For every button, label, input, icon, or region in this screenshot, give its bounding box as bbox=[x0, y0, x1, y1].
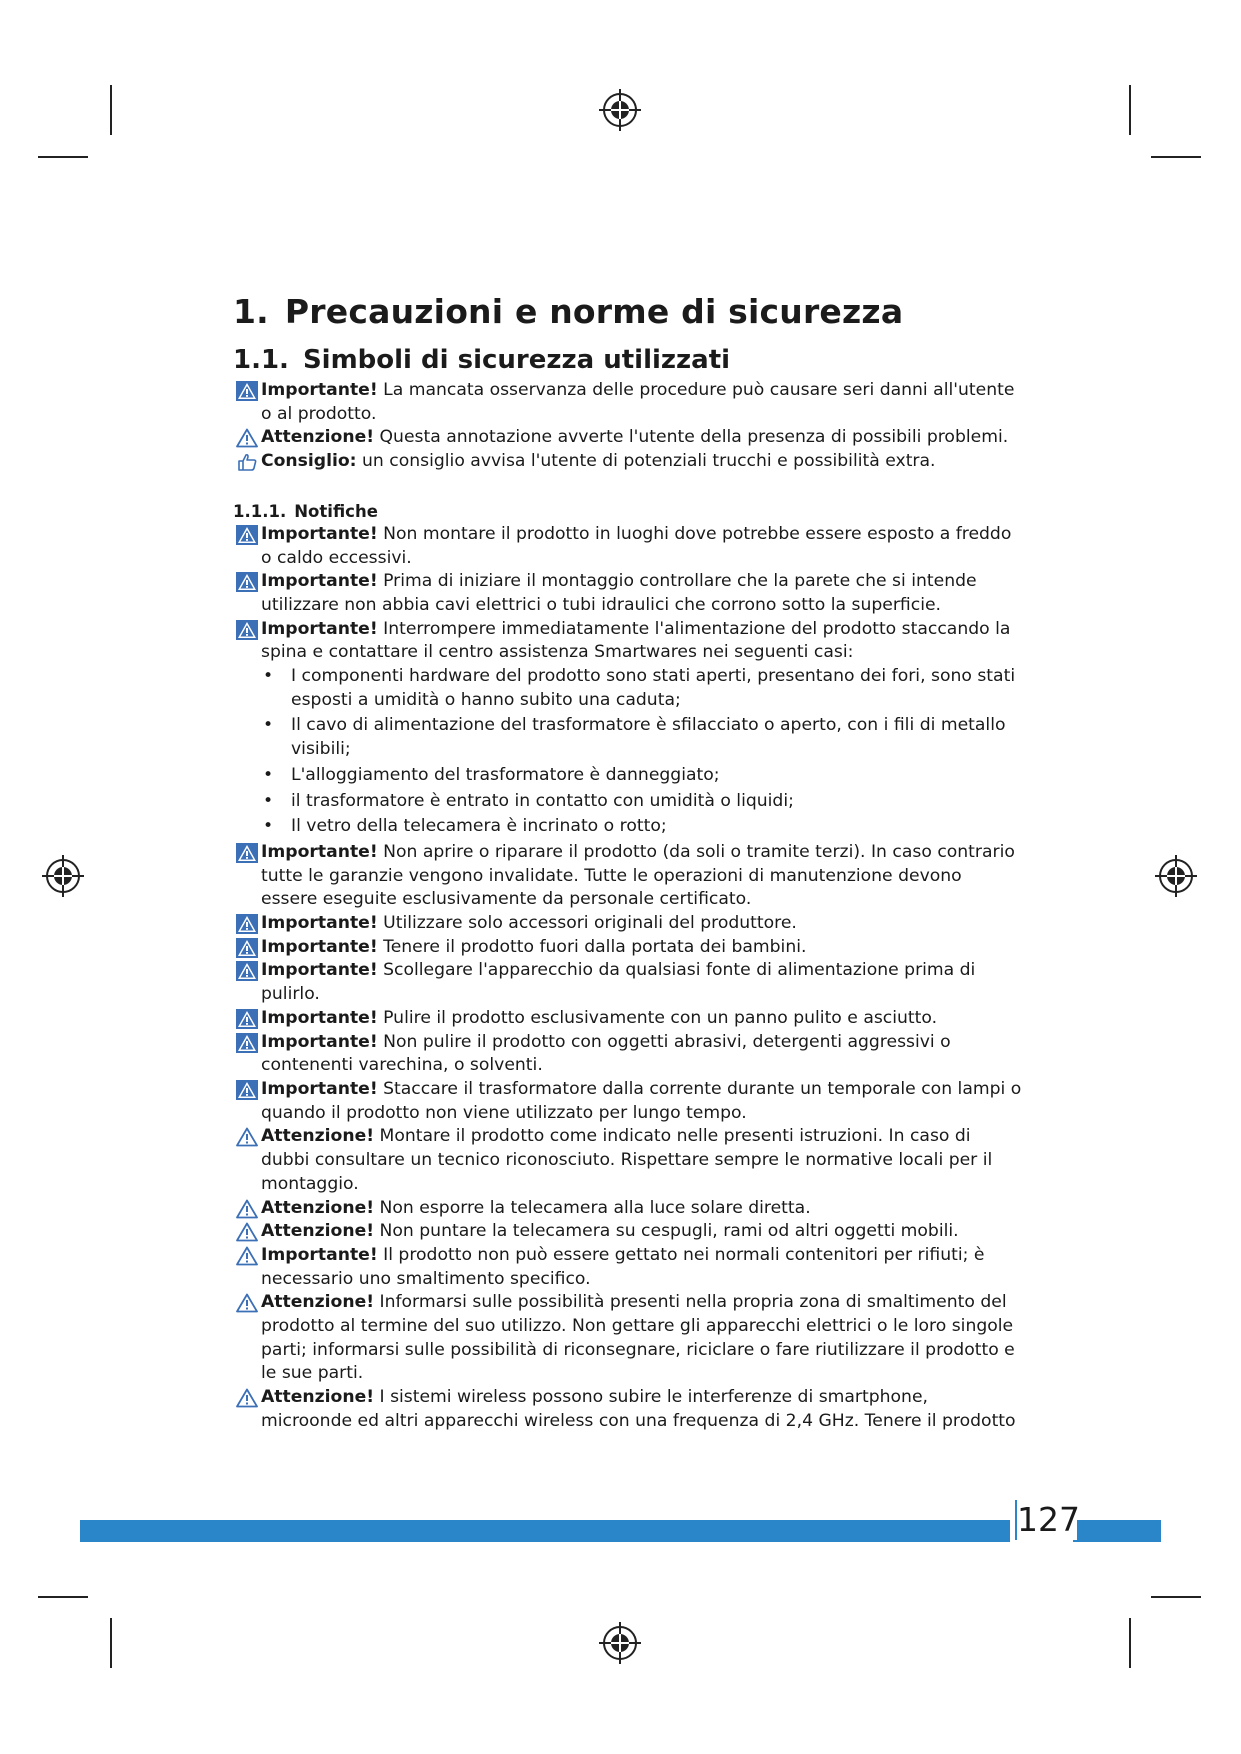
warning-triangle-icon bbox=[236, 1199, 258, 1219]
list-item: • Il cavo di alimentazione del trasformatore è sfilacciato o aperto, con i fili di metallo visibili; bbox=[263, 715, 1006, 760]
notice-important bbox=[233, 523, 1023, 570]
notice-text: Non montare il prodotto in luoghi dove potrebbe essere esposto a freddo o caldo eccessivi. bbox=[261, 523, 1012, 568]
warning-triangle-icon bbox=[236, 1127, 258, 1147]
crop-mark bbox=[38, 1596, 88, 1598]
list-item: • Il vetro della telecamera è incrinato o rotto; bbox=[263, 816, 667, 837]
notice-label: Importante! bbox=[261, 523, 378, 544]
thumbs-up-icon bbox=[236, 452, 258, 472]
important-warning-icon bbox=[236, 381, 258, 401]
registration-mark-icon bbox=[599, 1622, 641, 1664]
notice-text: Informarsi sulle possibilità presenti nella propria zona di smaltimento del prodotto al termine del suo utilizzo. Non gettare gli apparecchi elettrici o le loro singole parti; informarsi sulle possibilità di riconsegnare, riciclare o fare riutilizzare il prodotto e le sue parti. bbox=[261, 1292, 1015, 1384]
notice-text: Utilizzare solo accessori originali del produttore. bbox=[383, 913, 797, 934]
notice-text: Il prodotto non può essere gettato nei normali contenitori per rifiuti; è necessario uno smaltimento specifico. bbox=[261, 1244, 985, 1289]
notice-label: Importante! bbox=[261, 913, 378, 934]
important-warning-icon bbox=[236, 1033, 258, 1053]
bullet-list bbox=[233, 665, 1023, 839]
notice-text: un consiglio avvisa l'utente di potenziali trucchi e possibilità extra. bbox=[362, 451, 936, 472]
notice-warning bbox=[233, 1291, 1023, 1386]
warning-triangle-icon bbox=[236, 1246, 258, 1266]
crop-mark bbox=[38, 156, 88, 158]
notices-list bbox=[233, 841, 1023, 1434]
important-warning-icon bbox=[236, 1080, 258, 1100]
notices-list bbox=[233, 523, 1023, 665]
notice-label: Consiglio: bbox=[261, 451, 357, 472]
notice-text: Interrompere immediatamente l'alimentazione del prodotto staccando la spina e contattare il centro assistenza Smartwares nei seguenti casi: bbox=[261, 618, 1011, 663]
notice-label: Importante! bbox=[261, 960, 378, 981]
notice-label: Attenzione! bbox=[261, 427, 375, 448]
registration-mark-icon bbox=[42, 855, 84, 897]
notice-text: I sistemi wireless possono subire le interferenze di smartphone, microonde ed altri apparecchi wireless con una frequenza di 2,4 GHz. Tenere il prodotto bbox=[261, 1387, 1016, 1431]
page-number: 127 bbox=[1017, 1500, 1080, 1539]
important-warning-icon bbox=[236, 938, 258, 958]
warning-triangle-icon bbox=[236, 1222, 258, 1242]
registration-mark-icon bbox=[1155, 855, 1197, 897]
notice-label: Attenzione! bbox=[261, 1197, 375, 1218]
notice-label: Attenzione! bbox=[261, 1126, 375, 1147]
important-warning-icon bbox=[236, 572, 258, 592]
notice-warning bbox=[233, 1125, 1023, 1196]
important-warning-icon bbox=[236, 843, 258, 863]
warning-triangle-icon bbox=[236, 428, 258, 448]
important-warning-icon bbox=[236, 525, 258, 545]
notice-important bbox=[233, 1007, 1023, 1031]
notice-label: Importante! bbox=[261, 1244, 378, 1265]
notice-text: Non aprire o riparare il prodotto (da soli o tramite terzi). In caso contrario tutte le garanzie vengono invalidate. Tutte le operazioni di manutenzione devono essere eseguite esclusivamente da personale certificato. bbox=[261, 841, 1015, 910]
notice-label: Importante! bbox=[261, 571, 378, 592]
notice-text: Montare il prodotto come indicato nelle presenti istruzioni. In caso di dubbi consultare un tecnico riconosciuto. Rispettare sempre le normative locali per il montaggio. bbox=[261, 1126, 993, 1194]
notice-important bbox=[233, 936, 1023, 960]
notice-label: Importante! bbox=[261, 841, 378, 862]
notice-warning bbox=[233, 1244, 1023, 1291]
crop-mark bbox=[110, 85, 112, 135]
warning-triangle-icon bbox=[236, 1388, 258, 1408]
footer-bar bbox=[80, 1520, 1010, 1542]
notice-label: Importante! bbox=[261, 618, 378, 639]
notice-warning bbox=[233, 1197, 1023, 1221]
notice-important bbox=[233, 841, 1023, 912]
notice-text: Non esporre la telecamera alla luce solare diretta. bbox=[379, 1197, 811, 1218]
subsection-heading: 1.1.1. Notifiche bbox=[233, 501, 378, 521]
important-warning-icon bbox=[236, 620, 258, 640]
notice-text: La mancata osservanza delle procedure può causare seri danni all'utente o al prodotto. bbox=[261, 380, 1015, 424]
notice-important bbox=[233, 1078, 1023, 1125]
notice-label: Importante! bbox=[261, 380, 378, 400]
notice-warning bbox=[233, 426, 1023, 450]
crop-mark bbox=[1129, 1618, 1131, 1668]
notice-text: Questa annotazione avverte l'utente della presenza di possibili problemi. bbox=[379, 427, 1009, 448]
registration-mark-icon bbox=[599, 89, 641, 131]
notice-text: Prima di iniziare il montaggio controllare che la parete che si intende utilizzare non abbia cavi elettrici o tubi idraulici che corrono sotto la superficie. bbox=[261, 571, 977, 615]
crop-mark bbox=[1151, 156, 1201, 158]
notice-label: Attenzione! bbox=[261, 1221, 375, 1242]
list-item: • I componenti hardware del prodotto sono stati aperti, presentano dei fori, sono stati esposti a umidità o hanno subito una caduta; bbox=[263, 666, 1016, 710]
notice-warning bbox=[233, 1220, 1023, 1244]
notice-text: Pulire il prodotto esclusivamente con un panno pulito e asciutto. bbox=[383, 1007, 938, 1028]
notice-important bbox=[233, 1031, 1023, 1078]
notice-label: Attenzione! bbox=[261, 1387, 375, 1408]
notice-text: Tenere il prodotto fuori dalla portata dei bambini. bbox=[383, 936, 807, 957]
notice-label: Importante! bbox=[261, 1078, 378, 1099]
page-title: 1. Precauzioni e norme di sicurezza bbox=[233, 292, 904, 331]
notice-label: Attenzione! bbox=[261, 1292, 375, 1313]
notice-warning bbox=[233, 1386, 1023, 1433]
notice-important bbox=[233, 912, 1023, 936]
notice-text: Staccare il trasformatore dalla corrente durante un temporale con lampi o quando il prodotto non viene utilizzato per lungo tempo. bbox=[261, 1078, 1022, 1123]
list-item: • il trasformatore è entrato in contatto con umidità o liquidi; bbox=[263, 790, 794, 811]
important-warning-icon bbox=[236, 961, 258, 981]
notice-text: Non pulire il prodotto con oggetti abrasivi, detergenti aggressivi o contenenti varechina, o solventi. bbox=[261, 1031, 951, 1076]
notice-important bbox=[233, 570, 1023, 617]
crop-mark bbox=[1151, 1596, 1201, 1598]
important-warning-icon bbox=[236, 1009, 258, 1029]
notice-label: Importante! bbox=[261, 1031, 378, 1052]
page-content bbox=[233, 292, 1023, 1434]
notice-tip bbox=[233, 450, 1023, 474]
crop-mark bbox=[1129, 85, 1131, 135]
notice-important bbox=[233, 618, 1023, 665]
notice-text: Non puntare la telecamera su cespugli, rami od altri oggetti mobili. bbox=[379, 1221, 959, 1242]
notice-important bbox=[233, 379, 1023, 426]
notice-label: Importante! bbox=[261, 936, 378, 957]
crop-mark bbox=[110, 1618, 112, 1668]
section-heading: 1.1. Simboli di sicurezza utilizzati bbox=[233, 345, 731, 375]
notice-text: Scollegare l'apparecchio da qualsiasi fonte di alimentazione prima di pulirlo. bbox=[261, 960, 976, 1005]
notice-important bbox=[233, 959, 1023, 1006]
footer-bar bbox=[1073, 1520, 1161, 1542]
warning-triangle-icon bbox=[236, 1293, 258, 1313]
notice-label: Importante! bbox=[261, 1007, 378, 1028]
important-warning-icon bbox=[236, 914, 258, 934]
list-item: • L'alloggiamento del trasformatore è danneggiato; bbox=[263, 764, 720, 785]
symbols-list bbox=[233, 379, 1023, 474]
